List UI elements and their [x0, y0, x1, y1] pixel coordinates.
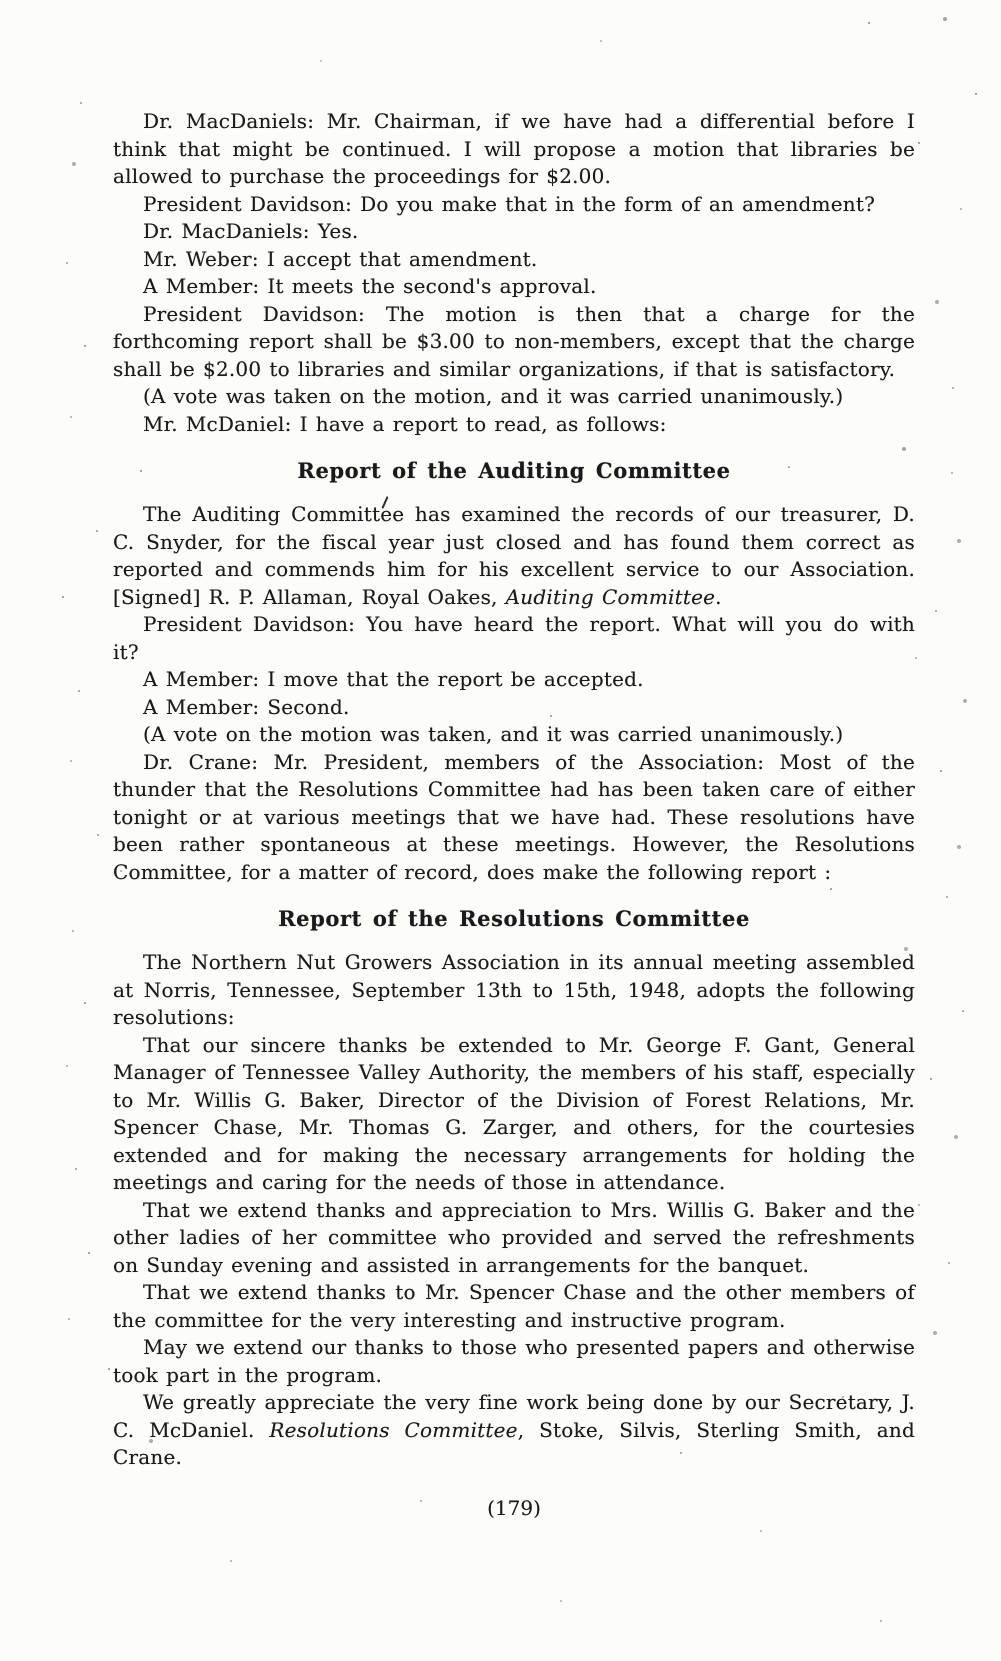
- resolutions-committee-signature-italic: Resolutions Committee: [269, 1417, 518, 1442]
- page-number: (179): [487, 1495, 541, 1520]
- auditing-committee-heading: Report of the Auditing Committee: [297, 458, 731, 483]
- auditing-committee-signature-italic: Auditing Committee: [505, 584, 716, 609]
- dialogue-member-approval: A Member: It meets the second's approval.: [143, 274, 597, 298]
- resolutions-committee-heading: Report of the Resolutions Committee: [278, 906, 750, 931]
- resolution-thanks-program-committee: That we extend thanks to Mr. Spencer Chase and the other members of the committee for the very interesting and instructive program.: [113, 1280, 915, 1332]
- scan-noise-speckles: [0, 0, 2, 2]
- auditing-report-period: .: [715, 584, 722, 609]
- resolution-thanks-mrs-baker: That we extend thanks and appreciation to Mrs. Willis G. Baker and the other ladies of her committee who provided and served the refreshments on Sunday evening and assisted in arrangements for the banquet.: [113, 1197, 915, 1277]
- closing-secretary-text: We greatly appreciate the very fine work being done by our Secretary, J. C. McDaniel.: [113, 1390, 915, 1442]
- dialogue-member-move-accept: A Member: I move that the report be accepted.: [143, 667, 644, 691]
- auditing-report-paragraph: [113, 501, 915, 611]
- dialogue-macdaniels-yes: Dr. MacDaniels: Yes.: [143, 219, 359, 243]
- dialogue-mcdaniel-report-intro: Mr. McDaniel: I have a report to read, as follows:: [143, 411, 667, 436]
- vote-parenthetical-second: (A vote on the motion was taken, and it was carried unanimously.): [143, 722, 844, 746]
- resolution-closing-paragraph: [113, 1389, 915, 1472]
- dialogue-davidson-amendment-question: President Davidson: Do you make that in the form of an amendment?: [143, 191, 875, 216]
- resolution-thanks-presenters: May we extend our thanks to those who presented papers and otherwise took part in the program.: [113, 1335, 915, 1387]
- dialogue-davidson-charge-motion: President Davidson: The motion is then that a charge for the forthcoming report shall be $3.00 to non-members, except that the charge shall be $2.00 to libraries and similar organizations, if that is satisfactory.: [113, 301, 915, 381]
- vote-parenthetical-first: (A vote was taken on the motion, and it was carried unanimously.): [143, 384, 844, 408]
- dialogue-member-second: A Member: Second.: [143, 694, 350, 719]
- closing-committee-members: , Stoke, Silvis, Sterling Smith, and Crane.: [113, 1417, 915, 1469]
- resolution-thanks-tva: That our sincere thanks be extended to Mr. George F. Gant, General Manager of Tennessee Valley Authority, the members of his staff, especially to Mr. Willis G. Baker, Director of the Division of Forest Relations, Mr. Spencer Chase, Mr. Thomas G. Zarger, and others, for the courtesies extended and for making the necessary arrangements for holding the meetings and caring for the needs of those in attendance.: [113, 1032, 915, 1194]
- dialogue-crane-resolutions-intro: Dr. Crane: Mr. President, members of the Association: Most of the thunder that the Resolutions Committee had has been taken care of either tonight or at various meetings that we have had. These resolutions have been rather spontaneous at these meetings. However, the Resolutions Committee, for a matter of record, does make the following report :: [113, 749, 915, 884]
- resolution-annual-meeting: The Northern Nut Growers Association in its annual meeting assembled at Norris, Tennessee, September 13th to 15th, 1948, adopts the following resolutions:: [113, 950, 915, 1029]
- dialogue-davidson-heard-report: President Davidson: You have heard the report. What will you do with it?: [113, 612, 915, 664]
- page-content: [113, 108, 915, 1520]
- dialogue-macdaniels-motion: Dr. MacDaniels: Mr. Chairman, if we have had a differential before I think that might be continued. I will propose a motion that libraries be allowed to purchase the proceedings for $2.00.: [113, 109, 915, 188]
- auditing-report-body: The Auditing Committee has examined the records of our treasurer, D. C. Snyder, for the fiscal year just closed and has found them correct as reported and commends him for his excellent service to our Association. [Signed] R. P. Allaman, Royal Oakes,: [113, 502, 915, 609]
- dialogue-weber-accept: Mr. Weber: I accept that amendment.: [143, 246, 538, 271]
